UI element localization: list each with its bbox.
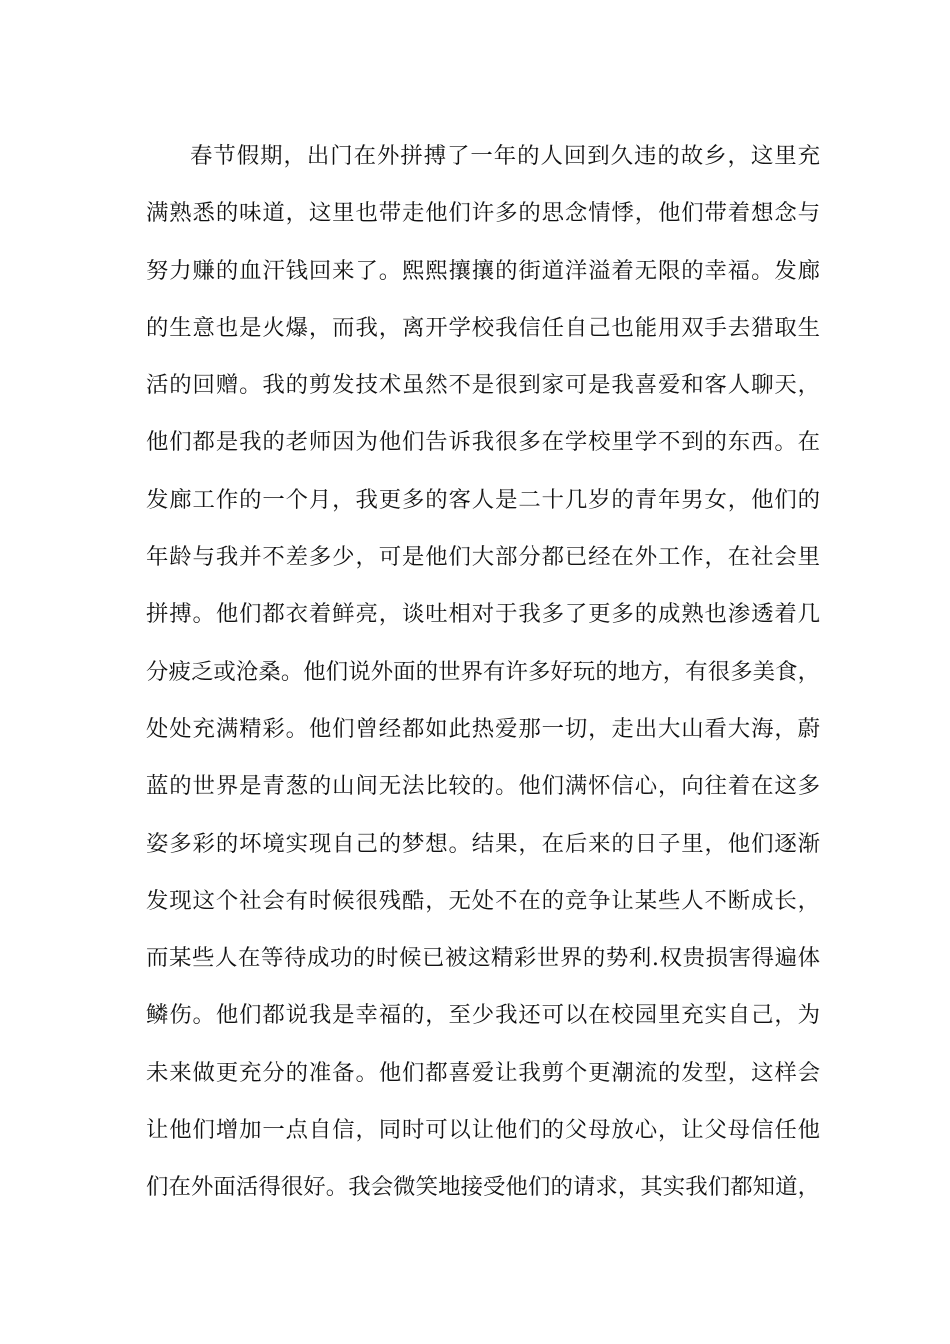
text-line: 发廊工作的一个月，我更多的客人是二十几岁的青年男女，他们的 [146, 486, 820, 513]
text-line: 而某些人在等待成功的时候已被这精彩世界的势利.权贵损害得遍体 [146, 945, 820, 972]
text-line: 努力赚的血汗钱回来了。熙熙攘攘的街道洋溢着无限的幸福。发廊 [146, 257, 820, 284]
text-line: 拼搏。他们都衣着鲜亮，谈吐相对于我多了更多的成熟也渗透着几 [146, 601, 820, 628]
text-line: 春节假期，出门在外拼搏了一年的人回到久违的故乡，这里充 [190, 143, 820, 169]
text-line: 年龄与我并不差多少，可是他们大部分都已经在外工作，在社会里 [146, 544, 820, 571]
text-line: 未来做更充分的准备。他们都喜爱让我剪个更潮流的发型，这样会 [146, 1059, 820, 1086]
text-line: 鳞伤。他们都说我是幸福的，至少我还可以在校园里充实自己，为 [146, 1002, 820, 1029]
text-line: 活的回赠。我的剪发技术虽然不是很到家可是我喜爱和客人聊天， [146, 372, 820, 399]
text-line: 蓝的世界是青葱的山间无法比较的。他们满怀信心，向往着在这多 [146, 773, 820, 800]
text-line: 们在外面活得很好。我会微笑地接受他们的请求，其实我们都知道， [146, 1174, 820, 1201]
body-paragraph [146, 128, 820, 1217]
text-line: 的生意也是火爆，而我，离开学校我信任自己也能用双手去猎取生 [146, 314, 820, 341]
text-line: 满熟悉的味道，这里也带走他们许多的思念情悸，他们带着想念与 [146, 200, 820, 227]
text-line: 分疲乏或沧桑。他们说外面的世界有许多好玩的地方，有很多美食， [146, 658, 820, 685]
text-line: 处处充满精彩。他们曾经都如此热爱那一切，走出大山看大海，蔚 [146, 715, 820, 742]
text-line: 姿多彩的坏境实现自己的梦想。结果，在后来的日子里，他们逐渐 [146, 830, 820, 857]
text-line: 让他们增加一点自信，同时可以让他们的父母放心，让父母信任他 [146, 1117, 820, 1144]
text-line: 发现这个社会有时候很残酷，无处不在的竞争让某些人不断成长， [146, 887, 820, 914]
text-line: 他们都是我的老师因为他们告诉我很多在学校里学不到的东西。在 [146, 429, 820, 456]
